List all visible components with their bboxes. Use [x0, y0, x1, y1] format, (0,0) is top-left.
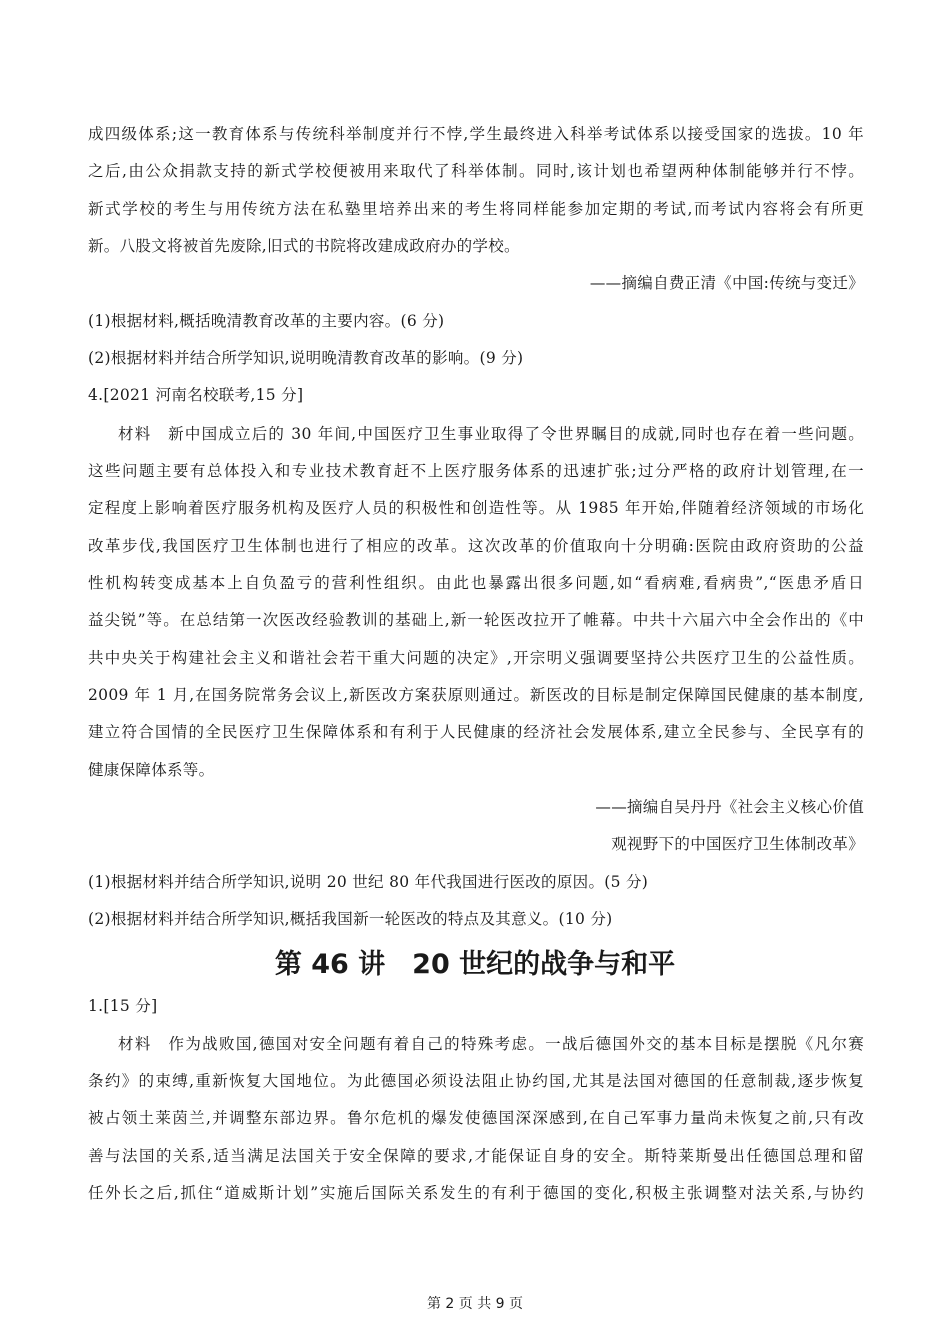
paragraph-line: 定程度上影响着医疗服务机构及医疗人员的积极性和创造性等。从 1985 年开始,伴随着经济领域的市场化 — [88, 499, 864, 517]
paragraph-line: 材料 新中国成立后的 30 年间,中国医疗卫生事业取得了令世界瞩目的成就,同时也存在着一些问题。 — [118, 425, 864, 443]
paragraph-line: 新式学校的考生与用传统方法在私塾里培养出来的考生将同样能参加定期的考试,而考试内容将会有所更 — [88, 200, 864, 218]
paragraph-line: 条约》的束缚,重新恢复大国地位。为此德国必须设法阻止协约国,尤其是法国对德国的任意制裁,逐步恢复 — [88, 1072, 864, 1090]
paragraph-line: 善与法国的关系,适当满足法国关于安全保障的要求,才能保证自身的安全。斯特莱斯曼出任德国总理和留 — [88, 1147, 864, 1165]
paragraph-line: 2009 年 1 月,在国务院常务会议上,新医改方案获原则通过。新医改的目标是制定保障国民健康的基本制度, — [88, 686, 864, 704]
source-citation: ——摘编自费正清《中国:传统与变迁》 — [589, 274, 864, 292]
paragraph-line: 被占领土莱茵兰,并调整东部边界。鲁尔危机的爆发使德国深深感到,在自己军事力量尚未恢复之前,只有改 — [88, 1109, 864, 1127]
paragraph-line: 成四级体系;这一教育体系与传统科举制度并行不悖,学生最终进入科举考试体系以接受国家的选拔。10 年 — [88, 125, 864, 143]
lecture-title: 第 46 讲 20 世纪的战争与和平 — [274, 949, 676, 980]
paragraph-line: 之后,由公众捐款支持的新式学校便被用来取代了科举体制。同时,该计划也希望两种体制能够并行不悖。 — [88, 162, 864, 180]
paragraph-line: 建立符合国情的全民医疗卫生保障体系和有利于人民健康的经济社会发展体系,建立全民参与、全民享有的 — [88, 723, 864, 741]
question-header: 4.[2021 河南名校联考,15 分] — [88, 386, 304, 404]
paragraph-line: 健康保障体系等。 — [88, 761, 215, 779]
question-item: (1)根据材料并结合所学知识,说明 20 世纪 80 年代我国进行医改的原因。(5 分) — [88, 873, 649, 891]
question-item: (1)根据材料,概括晚清教育改革的主要内容。(6 分) — [88, 312, 445, 330]
question-item: (2)根据材料并结合所学知识,概括我国新一轮医改的特点及其意义。(10 分) — [88, 910, 613, 928]
paragraph-line: 材料 作为战败国,德国对安全问题有着自己的特殊考虑。一战后德国外交的基本目标是摆脱《凡尔赛 — [118, 1035, 864, 1053]
paragraph-line: 任外长之后,抓住“道威斯计划”实施后国际关系发生的有利于德国的变化,积极主张调整对法关系,与协约 — [88, 1184, 864, 1202]
page-number: 第 2 页 共 9 页 — [426, 1296, 524, 1312]
question-header: 1.[15 分] — [88, 997, 158, 1015]
question-item: (2)根据材料并结合所学知识,说明晚清教育改革的影响。(9 分) — [88, 349, 524, 367]
paragraph-line: 这些问题主要有总体投入和专业技术教育赶不上医疗服务体系的迅速扩张;过分严格的政府计划管理,在一 — [88, 462, 864, 480]
source-citation: ——摘编自吴丹丹《社会主义核心价值 — [595, 798, 864, 816]
paragraph-line: 益尖锐”等。在总结第一次医改经验教训的基础上,新一轮医改拉开了帷幕。中共十六届六中全会作出的《中 — [88, 611, 864, 629]
paragraph-line: 新。八股文将被首先废除,旧式的书院将改建成政府办的学校。 — [88, 237, 520, 255]
paragraph-line: 共中央关于构建社会主义和谐社会若干重大问题的决定》,开宗明义强调要坚持公共医疗卫生的公益性质。 — [88, 649, 864, 667]
source-citation: 观视野下的中国医疗卫生体制改革》 — [611, 835, 864, 853]
paragraph-line: 性机构转变成基本上自负盈亏的营利性组织。由此也暴露出很多问题,如“看病难,看病贵”,“医患矛盾日 — [88, 574, 864, 592]
paragraph-line: 改革步伐,我国医疗卫生体制也进行了相应的改革。这次改革的价值取向十分明确:医院由政府资助的公益 — [88, 537, 864, 555]
